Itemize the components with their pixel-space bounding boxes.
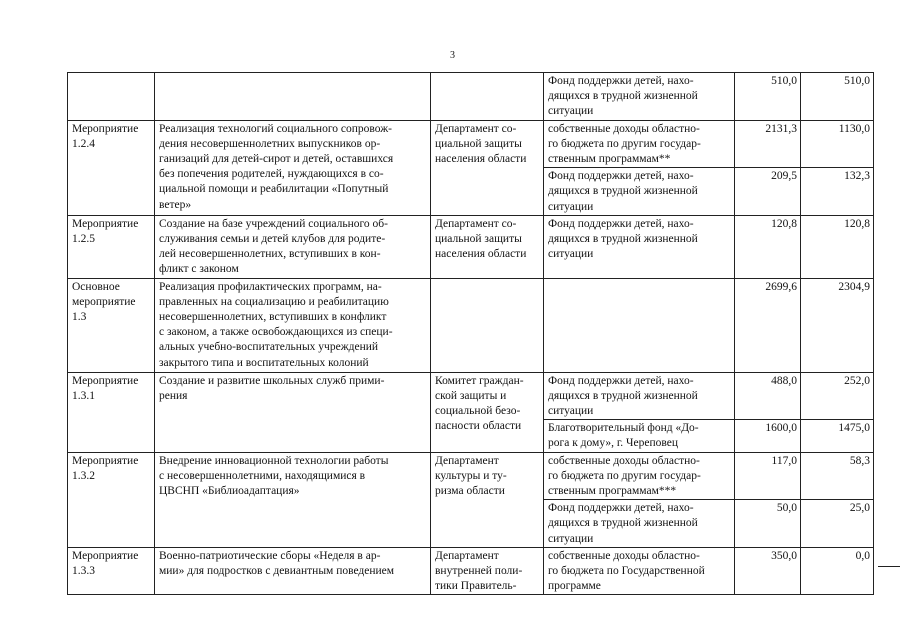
event-name-cell: Реализация технологий социального сопровож- дения несовершеннолетних выпускников ор- ганизаций для детей-сирот и детей, оставшихся без попечения родителей, нуждающихся в со- циальной помощи и реабилитации «Попутный ветер» [155,120,431,215]
amount-1-cell: 1600,0 [735,420,801,452]
event-name-cell: Внедрение инновационной технологии работы с несовершеннолетними, находящимися в ЦВСНП «Библиоадаптация» [155,452,431,547]
event-id-cell: Мероприятие 1.3.2 [68,452,155,547]
amount-1-cell: 350,0 [735,547,801,595]
event-name-cell: Военно-патриотические сборы «Неделя в ар- мии» для подростков с девиантным поведением [155,547,431,595]
department-cell [431,73,544,121]
table-row [68,215,874,278]
event-name-cell: Создание и развитие школьных служб прими- рения [155,372,431,452]
funding-source-cell: Фонд поддержки детей, нахо- дящихся в трудной жизненной ситуации [544,168,735,216]
amount-1-cell: 117,0 [735,452,801,500]
amount-1-cell: 120,8 [735,215,801,278]
amount-2-cell: 252,0 [801,372,874,420]
amount-1-cell: 209,5 [735,168,801,216]
event-id-cell: Мероприятие 1.3.3 [68,547,155,595]
amount-2-cell: 510,0 [801,73,874,121]
department-cell: Комитет граждан- ской защиты и социальной безо- пасности области [431,372,544,452]
budget-table [67,72,874,595]
event-name-cell: Реализация профилактических программ, на- правленных на социализацию и реабилитацию несовершеннолетних, вступивших в конфликт с законом, а также освобождающихся из специ- альных учебно-воспитательных учреждений закрытого типа и воспитательных колоний [155,278,431,372]
amount-2-cell: 1475,0 [801,420,874,452]
funding-source-cell: собственные доходы областно- го бюджета по другим государ- ственным программам** [544,120,735,168]
amount-2-cell: 120,8 [801,215,874,278]
event-id-cell: Основное мероприятие 1.3 [68,278,155,372]
department-cell [431,278,544,372]
funding-source-cell [544,278,735,372]
amount-1-cell: 50,0 [735,500,801,548]
page-number: 3 [450,50,455,61]
department-cell: Департамент со- циальной защиты населения области [431,120,544,215]
funding-source-cell: Фонд поддержки детей, нахо- дящихся в трудной жизненной ситуации [544,215,735,278]
table-row [68,73,874,121]
table-row [68,547,874,595]
table-row [68,120,874,168]
amount-2-cell: 25,0 [801,500,874,548]
funding-source-cell: Фонд поддержки детей, нахо- дящихся в трудной жизненной ситуации [544,372,735,420]
event-name-cell: Создание на базе учреждений социального об- служивания семьи и детей клубов для родите- лей несовершеннолетних, вступивших в кон- фликт с законом [155,215,431,278]
amount-2-cell: 1130,0 [801,120,874,168]
amount-2-cell: 132,3 [801,168,874,216]
amount-1-cell: 2699,6 [735,278,801,372]
amount-2-cell: 0,0 [801,547,874,595]
funding-source-cell: собственные доходы областно- го бюджета по Государственной программе [544,547,735,595]
amount-1-cell: 2131,3 [735,120,801,168]
amount-1-cell: 488,0 [735,372,801,420]
event-name-cell [155,73,431,121]
funding-source-cell: Фонд поддержки детей, нахо- дящихся в трудной жизненной ситуации [544,500,735,548]
table-row [68,278,874,372]
department-cell: Департамент культуры и ту- ризма области [431,452,544,547]
event-id-cell: Мероприятие 1.3.1 [68,372,155,452]
table-row [68,452,874,500]
department-cell: Департамент со- циальной защиты населения области [431,215,544,278]
amount-1-cell: 510,0 [735,73,801,121]
scan-edge-mark [878,566,900,567]
table-row [68,372,874,420]
funding-source-cell: Благотворительный фонд «До- рога к дому», г. Череповец [544,420,735,452]
amount-2-cell: 2304,9 [801,278,874,372]
amount-2-cell: 58,3 [801,452,874,500]
event-id-cell: Мероприятие 1.2.4 [68,120,155,215]
funding-source-cell: Фонд поддержки детей, нахо- дящихся в трудной жизненной ситуации [544,73,735,121]
event-id-cell: Мероприятие 1.2.5 [68,215,155,278]
department-cell: Департамент внутренней поли- тики Правитель- [431,547,544,595]
funding-source-cell: собственные доходы областно- го бюджета по другим государ- ственным программам*** [544,452,735,500]
event-id-cell [68,73,155,121]
